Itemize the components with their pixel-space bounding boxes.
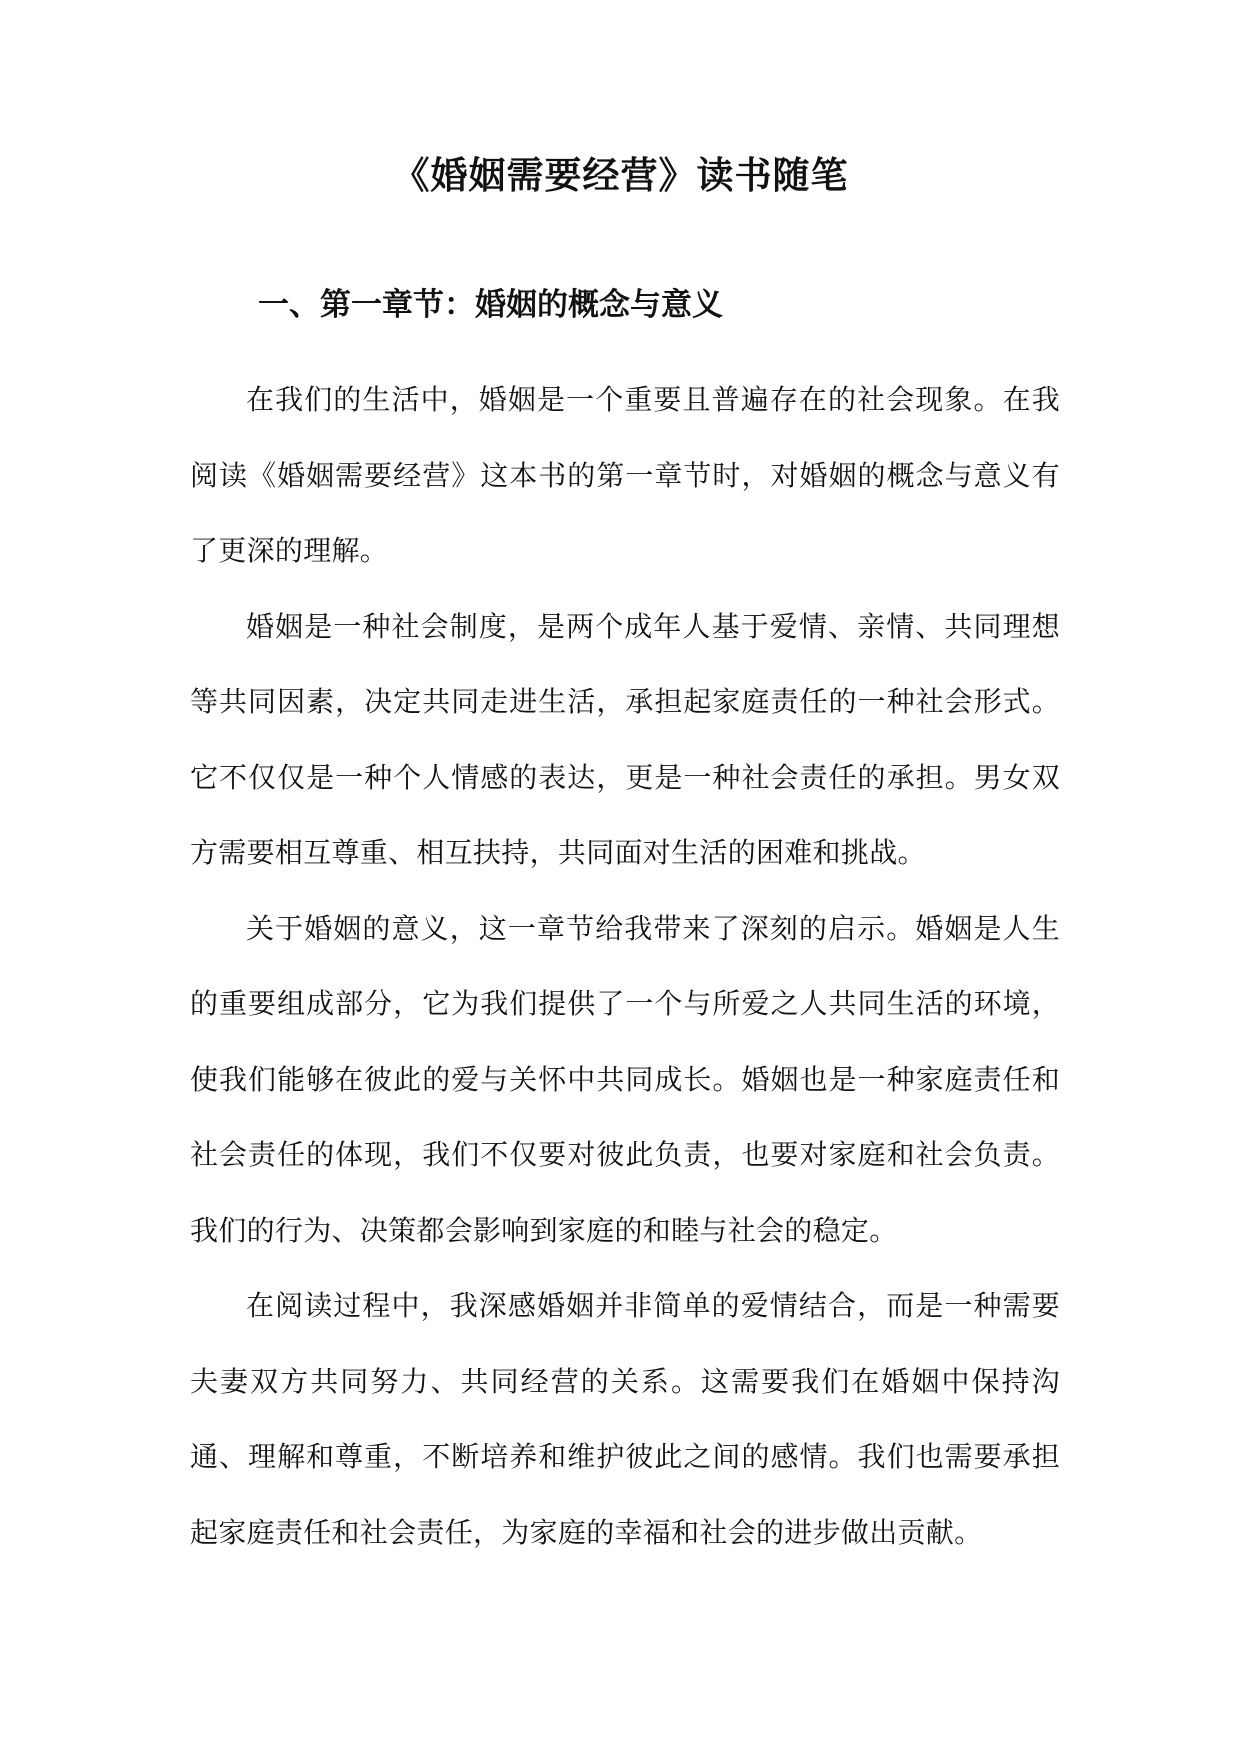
paragraph: 在阅读过程中，我深感婚姻并非简单的爱情结合，而是一种需要夫妻双方共同努力、共同经营的关系。这需要我们在婚姻中保持沟通、理解和尊重，不断培养和维护彼此之间的感情。我们也需要承担起家庭责任和社会责任，为家庭的幸福和社会的进步做出贡献。 — [190, 1289, 1060, 1549]
section-heading: 一、第一章节：婚姻的概念与意义 — [258, 287, 723, 323]
paragraph: 在我们的生活中，婚姻是一个重要且普遍存在的社会现象。在我阅读《婚姻需要经营》这本书的第一章节时，对婚姻的概念与意义有了更深的理解。 — [190, 383, 1060, 567]
section-body — [190, 362, 1060, 1570]
paragraph: 婚姻是一种社会制度，是两个成年人基于爱情、亲情、共同理想等共同因素，决定共同走进生活，承担起家庭责任的一种社会形式。它不仅仅是一种个人情感的表达，更是一种社会责任的承担。男女双方需要相互尊重、相互扶持，共同面对生活的困难和挑战。 — [190, 609, 1060, 869]
paragraph: 关于婚姻的意义，这一章节给我带来了深刻的启示。婚姻是人生的重要组成部分，它为我们提供了一个与所爱之人共同生活的环境，使我们能够在彼此的爱与关怀中共同成长。婚姻也是一种家庭责任和社会责任的体现，我们不仅要对彼此负责，也要对家庭和社会负责。我们的行为、决策都会影响到家庭的和睦与社会的稳定。 — [190, 911, 1060, 1247]
document-title: 《婚姻需要经营》读书随笔 — [392, 153, 849, 197]
